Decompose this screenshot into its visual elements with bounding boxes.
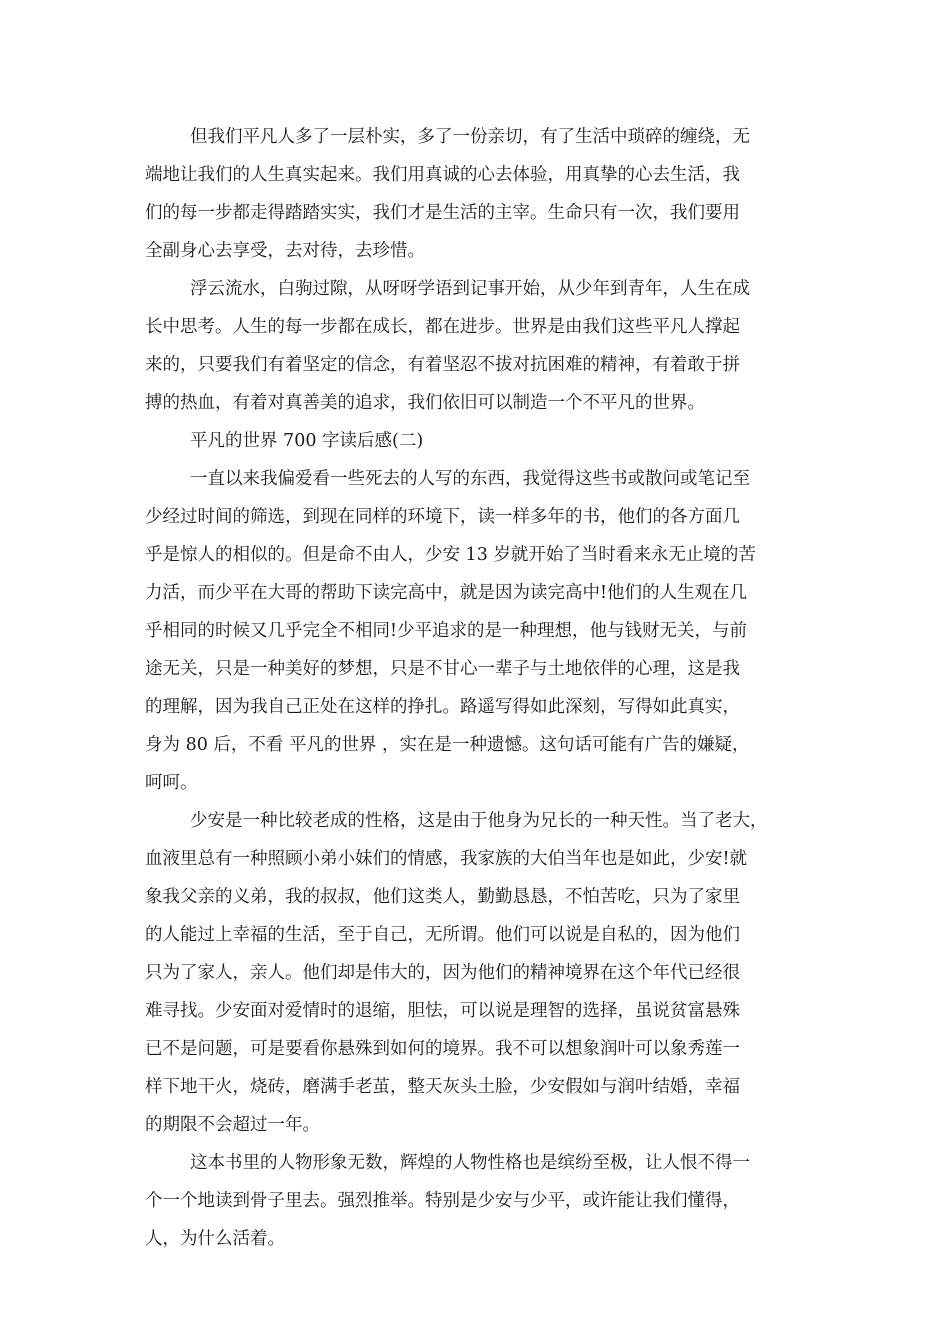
document-body [145,118,825,1258]
text-line: 少安是一种比较老成的性格，这是由于他身为兄长的一种天性。当了老大， [190,811,768,831]
text-line: 的期限不会超过一年。 [145,1115,320,1135]
text-line: 呵呵。 [145,773,198,793]
text-line: 难寻找。少安面对爱情时的退缩，胆怯，可以说是理智的选择，虽说贫富悬殊 [145,1001,740,1021]
text-line: 已不是问题，可是要看你悬殊到如何的境界。我不可以想象润叶可以象秀莲一 [145,1039,740,1059]
text-line: 少经过时间的筛选，到现在同样的环境下，读一样多年的书，他们的各方面几 [145,507,740,527]
text-line: 人，为什么活着。 [145,1229,285,1249]
text-line: 乎相同的时候又几乎完全不相同!少平追求的是一种理想，他与钱财无关，与前 [145,621,748,641]
text-line: 身为 80 后，不看 平凡的世界 ，实在是一种遗憾。这句话可能有广告的嫌疑， [145,735,750,755]
text-line: 但我们平凡人多了一层朴实，多了一份亲切，有了生活中琐碎的缠绕，无 [190,127,750,147]
text-line: 只为了家人，亲人。他们却是伟大的，因为他们的精神境界在这个年代已经很 [145,963,740,983]
text-line: 全副身心去享受，去对待，去珍惜。 [145,241,425,261]
text-line: 端地让我们的人生真实起来。我们用真诚的心去体验，用真挚的心去生活，我 [145,165,740,185]
text-line: 途无关，只是一种美好的梦想，只是不甘心一辈子与土地依伴的心理，这是我 [145,659,740,679]
text-line: 们的每一步都走得踏踏实实，我们才是生活的主宰。生命只有一次，我们要用 [145,203,740,223]
text-line: 的人能过上幸福的生活，至于自己，无所谓。他们可以说是自私的，因为他们 [145,925,740,945]
text-line: 长中思考。人生的每一步都在成长，都在进步。世界是由我们这些平凡人撑起 [145,317,740,337]
text-line: 来的，只要我们有着坚定的信念，有着坚忍不拔对抗困难的精神，有着敢于拼 [145,355,740,375]
text-line: 这本书里的人物形象无数，辉煌的人物性格也是缤纷至极，让人恨不得一 [190,1153,750,1173]
text-line: 个一个地读到骨子里去。强烈推举。特别是少安与少平，或许能让我们懂得， [145,1191,740,1211]
text-line: 血液里总有一种照顾小弟小妹们的情感，我家族的大伯当年也是如此，少安!就 [145,849,748,869]
text-line: 样下地干火，烧砖，磨满手老茧，整天灰头土脸，少安假如与润叶结婚，幸福 [145,1077,740,1097]
text-line: 浮云流水，白驹过隙，从呀呀学语到记事开始，从少年到青年，人生在成 [190,279,750,299]
text-line: 象我父亲的义弟，我的叔叔，他们这类人，勤勤恳恳，不怕苦吃，只为了家里 [145,887,740,907]
text-line: 乎是惊人的相似的。但是命不由人，少安 13 岁就开始了当时看来永无止境的苦 [145,545,756,565]
text-line: 力活，而少平在大哥的帮助下读完高中，就是因为读完高中!他们的人生观在几 [145,583,748,603]
text-line: 搏的热血，有着对真善美的追求，我们依旧可以制造一个不平凡的世界。 [145,393,705,413]
text-line: 的理解，因为我自己正处在这样的挣扎。路遥写得如此深刻，写得如此真实， [145,697,740,717]
text-line: 平凡的世界 700 字读后感(二) [190,431,424,451]
text-line: 一直以来我偏爱看一些死去的人写的东西，我觉得这些书或散问或笔记至 [190,469,750,489]
